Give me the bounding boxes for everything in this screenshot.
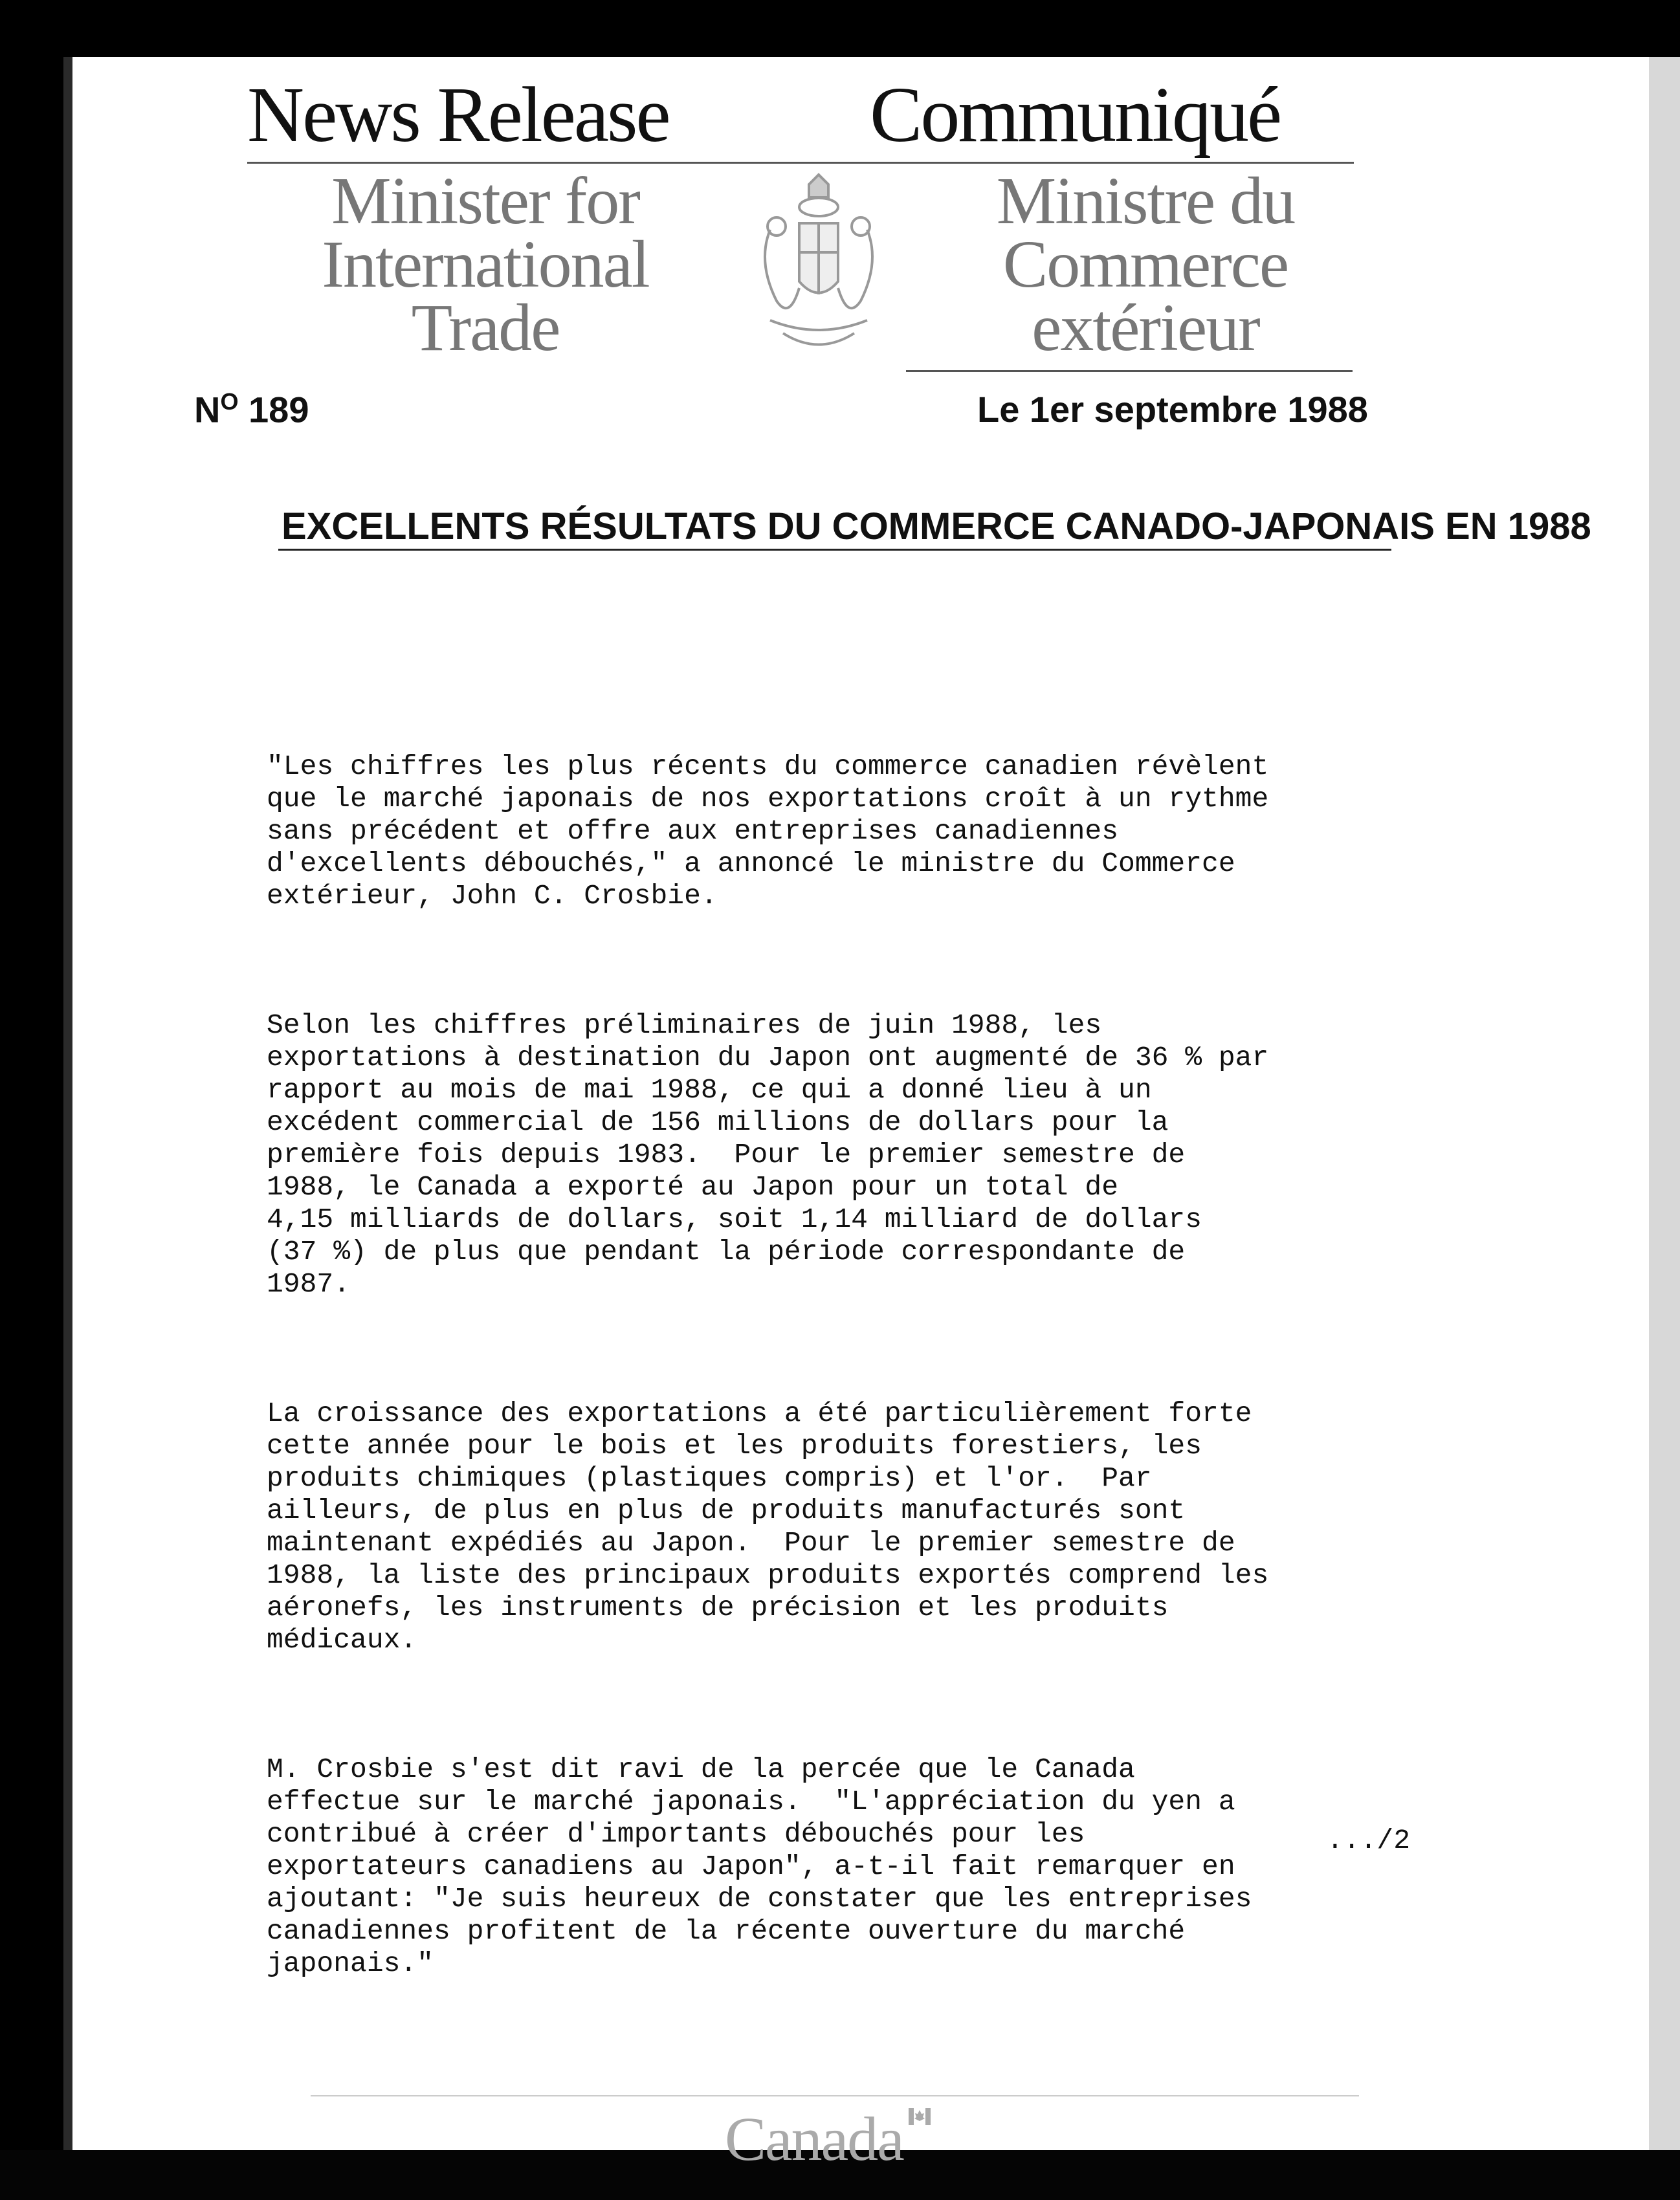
footer-divider bbox=[311, 2095, 1359, 2096]
release-number-value: 189 bbox=[238, 389, 309, 430]
canada-wordmark: Canada bbox=[725, 2104, 903, 2173]
release-number-prefix: N bbox=[194, 389, 221, 430]
news-release-title: News Release bbox=[247, 71, 669, 159]
paragraph: M. Crosbie s'est dit ravi de la percée que le Canada effectue sur le marché japonais. "L'appréciation du yen a contribué à créer d'importants débouchés pour les exportateurs canadiens au Japon", a-t-il fait remarquer en ajoutant: "Je suis heureux de constater que les entreprises canadiennes profitent de la récente ouverture du marché japonais." bbox=[267, 1754, 1252, 1979]
page-edge bbox=[1649, 57, 1680, 2150]
headline: EXCELLENTS RÉSULTATS DU COMMERCE CANADO-JAPONAIS EN 1988 bbox=[282, 505, 1591, 547]
binding-edge bbox=[63, 57, 72, 2150]
minister-english-line: International bbox=[322, 227, 649, 302]
paragraph: La croissance des exportations a été particulièrement forte cette année pour le bois et les produits forestiers, les produits chimiques (plastiques compris) et l'or. Par ailleurs, de plus en plus de produits manufacturés sont maintenant expédiés au Japon. Pour le premier semestre de 1988, la liste des principaux produits exportés comprend les aéronefs, les instruments de précision et les produits médicaux. bbox=[267, 1398, 1269, 1656]
flag-icon bbox=[909, 2108, 931, 2125]
minister-french-line: extérieur bbox=[1032, 291, 1259, 365]
communique-title: Communiqué bbox=[870, 71, 1281, 159]
page-continuation: .../2 bbox=[1327, 1825, 1411, 1856]
body-text bbox=[267, 686, 1451, 2045]
headline-underline bbox=[278, 549, 1391, 551]
minister-french-line: Ministre du bbox=[996, 164, 1295, 238]
minister-english-line: Trade bbox=[411, 291, 560, 365]
minister-french-line: Commerce bbox=[1002, 227, 1288, 302]
coat-of-arms-icon bbox=[744, 171, 893, 366]
paragraph: Selon les chiffres préliminaires de juin 1988, les exportations à destination du Japon ont augmenté de 36 % par rapport au mois de mai 1988, ce qui a donné lieu à un excédent commercial de 156 millions de dollars pour la première fois depuis 1983. Pour le premier semestre de 1988, le Canada a exporté au Japon pour un total de 4,15 milliards de dollars, soit 1,14 milliard de dollars (37 %) de plus que pendant la période correspondante de 1987. bbox=[267, 1009, 1269, 1300]
minister-divider bbox=[906, 370, 1353, 372]
minister-french bbox=[919, 164, 1372, 365]
minister-english bbox=[259, 164, 712, 365]
minister-english-line: Minister for bbox=[331, 164, 639, 238]
paragraph: "Les chiffres les plus récents du commerce canadien révèlent que le marché japonais de nos exportations croît à un rythme sans précédent et offre aux entreprises canadiennes d'excellents débouchés," a annoncé le ministre du Commerce extérieur, John C. Crosbie. bbox=[267, 751, 1269, 912]
release-number-superscript: O bbox=[220, 388, 239, 415]
release-number bbox=[194, 388, 309, 431]
release-date: Le 1er septembre 1988 bbox=[977, 389, 1368, 430]
